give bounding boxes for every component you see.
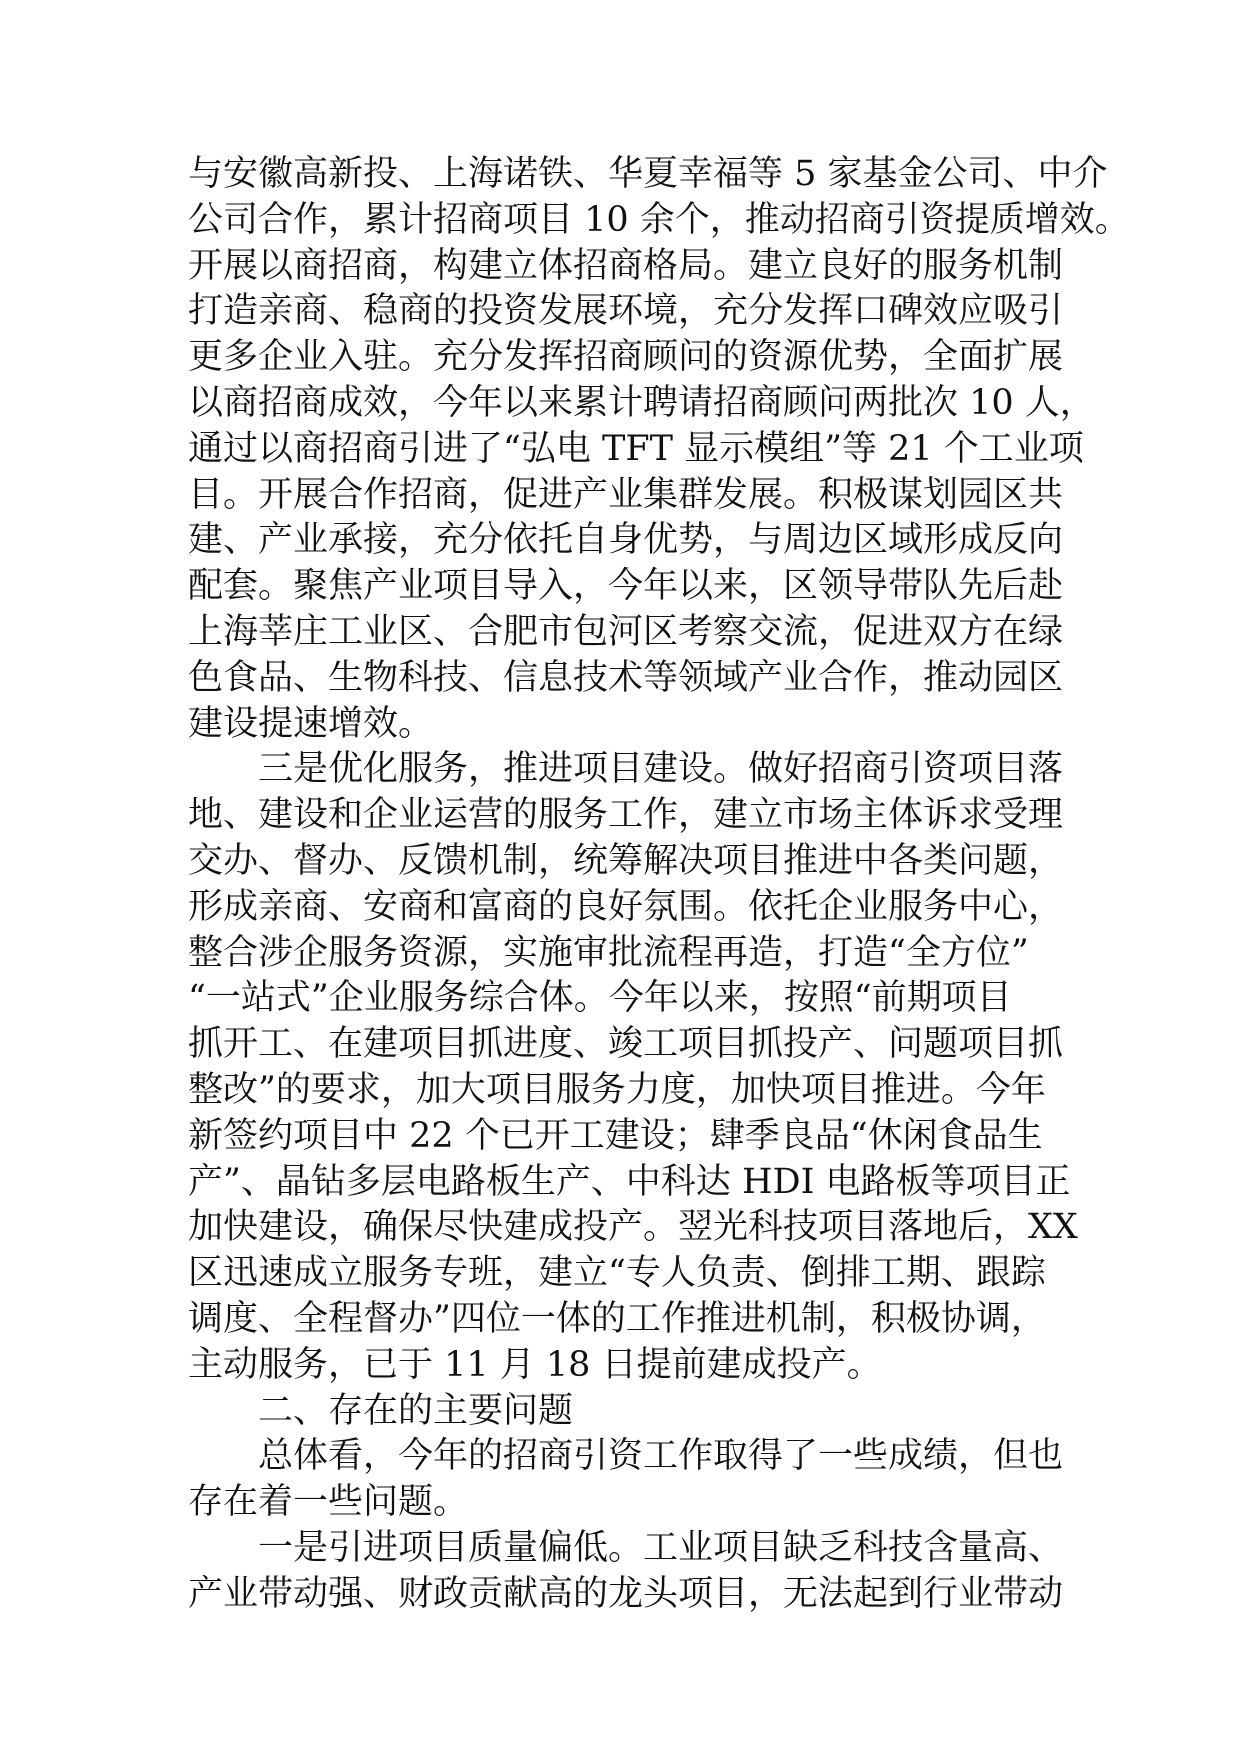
text-line: 上海莘庄工业区、合肥市包河区考察交流，促进双方在绿	[188, 611, 1064, 652]
text-line: 加快建设，确保尽快建成投产。翌光科技项目落地后，XX	[188, 1207, 1078, 1248]
text-line: 抓开工、在建项目抓进度、竣工项目抓投产、问题项目抓	[188, 1024, 1064, 1065]
text-line: 三是优化服务，推进项目建设。做好招商引资项目落	[258, 749, 1064, 790]
text-line: 形成亲商、安商和富商的良好氛围。依托企业服务中心，	[188, 886, 1064, 927]
text-line: 调度、全程督办”四位一体的工作推进机制，积极协调，	[188, 1298, 1046, 1339]
text-line: “一站式”企业服务综合体。今年以来，按照“前期项目	[188, 978, 1012, 1019]
text-line: 公司合作，累计招商项目 10 余个，推动招商引资提质增效。	[188, 199, 1130, 240]
text-line: 主动服务，已于 11 月 18 日提前建成投产。	[188, 1344, 882, 1385]
text-line: 打造亲商、稳商的投资发展环境，充分发挥口碑效应吸引	[188, 291, 1064, 332]
text-line: 总体看，今年的招商引资工作取得了一些成绩，但也	[258, 1436, 1064, 1477]
text-line: 二、存在的主要问题	[258, 1390, 574, 1431]
text-line: 交办、督办、反馈机制，统筹解决项目推进中各类问题，	[188, 840, 1064, 881]
text-line: 以商招商成效，今年以来累计聘请招商顾问两批次 10 人，	[188, 382, 1095, 423]
text-line: 建设提速增效。	[188, 703, 434, 744]
text-line: 与安徽高新投、上海诺铁、华夏幸福等 5 家基金公司、中介	[188, 154, 1108, 194]
text-line: 更多企业入驻。充分发挥招商顾问的资源优势，全面扩展	[188, 337, 1064, 378]
text-line: 产业带动强、财政贡献高的龙头项目，无法起到行业带动	[188, 1573, 1064, 1614]
text-line: 色食品、生物科技、信息技术等领域产业合作，推动园区	[188, 657, 1064, 698]
text-line: 配套。聚焦产业项目导入，今年以来，区领导带队先后赴	[188, 566, 1064, 607]
text-line: 目。开展合作招商，促进产业集群发展。积极谋划园区共	[188, 474, 1064, 515]
text-line: 新签约项目中 22 个已开工建设；肆季良品“休闲食品生	[188, 1115, 1043, 1156]
text-line: 通过以商招商引进了“弘电 TFT 显示模组”等 21 个工业项	[188, 428, 1084, 469]
text-line: 地、建设和企业运营的服务工作，建立市场主体诉求受理	[188, 795, 1064, 836]
text-line: 一是引进项目质量偏低。工业项目缺乏科技含量高、	[258, 1527, 1064, 1568]
text-line: 整合涉企服务资源，实施审批流程再造，打造“全方位”	[188, 932, 1029, 973]
text-line: 产”、晶钻多层电路板生产、中科达 HDI 电路板等项目正	[188, 1161, 1071, 1202]
text-line: 建、产业承接，充分依托自身优势，与周边区域形成反向	[188, 520, 1064, 561]
text-line: 整改”的要求，加大项目服务力度，加快项目推进。今年	[188, 1069, 1046, 1110]
text-line: 区迅速成立服务专班，建立“专人负责、倒排工期、跟踪	[188, 1253, 1046, 1294]
text-line: 开展以商招商，构建立体招商格局。建立良好的服务机制	[188, 245, 1064, 286]
document-body	[188, 152, 1130, 1618]
text-line: 存在着一些问题。	[188, 1482, 469, 1523]
